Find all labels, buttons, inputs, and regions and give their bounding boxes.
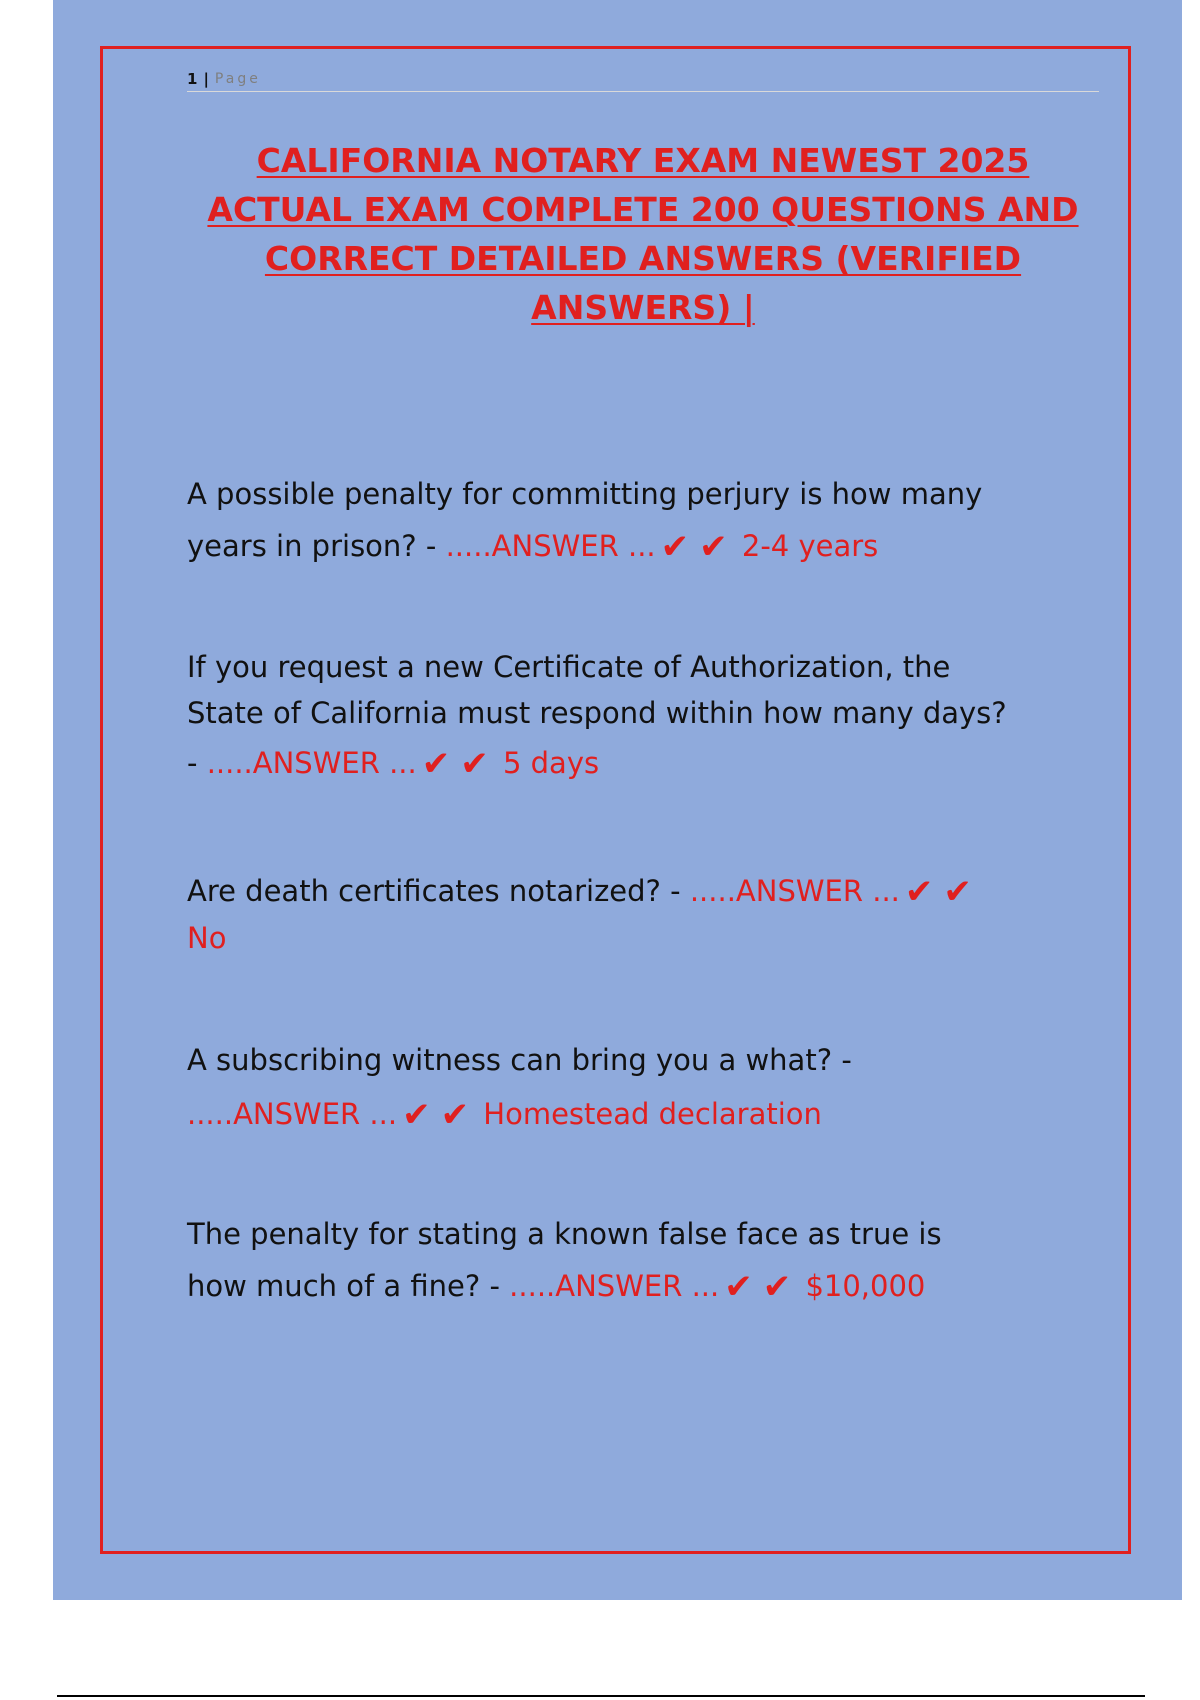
question-text: A possible penalty for committing perjury is how many <box>187 477 983 511</box>
page-separator: | <box>203 69 209 88</box>
answer-marker: .....ANSWER ... <box>689 874 900 908</box>
question-text: State of California must respond within how many days? <box>187 696 1007 730</box>
check-icon: ✔ <box>402 1095 431 1135</box>
question-text: A subscribing witness can bring you a what? - <box>187 1043 852 1077</box>
bottom-divider <box>57 1695 1145 1697</box>
answer-marker: .....ANSWER ... <box>187 1097 398 1131</box>
question-text: how much of a fine? - <box>187 1269 510 1303</box>
check-icon: ✔ <box>904 872 934 912</box>
title-line-2: ACTUAL EXAM COMPLETE 200 QUESTIONS AND <box>207 190 1079 229</box>
title-line-4: ANSWERS) | <box>531 288 755 327</box>
question-answer-line <box>187 1260 1107 1313</box>
question-item <box>187 644 1107 791</box>
check-icon: ✔ <box>762 1267 792 1307</box>
question-text: - <box>187 746 207 780</box>
check-icon: ✔ <box>421 744 451 784</box>
question-answer-line <box>187 520 1107 573</box>
answer-text: No <box>187 921 227 955</box>
check-icon: ✔ <box>460 744 489 784</box>
answer-marker: .....ANSWER ... <box>206 746 417 780</box>
question-text: If you request a new Certificate of Authorization, the <box>187 650 951 684</box>
answer-text: 2-4 years <box>741 529 879 563</box>
question-text: Are death certificates notarized? - <box>187 874 690 908</box>
check-icon: ✔ <box>660 527 690 567</box>
document-title <box>187 136 1099 332</box>
check-icon: ✔ <box>440 1095 470 1135</box>
title-line-1: CALIFORNIA NOTARY EXAM NEWEST 2025 <box>256 141 1030 180</box>
question-text: The penalty for stating a known false face as true is <box>187 1217 942 1251</box>
check-icon: ✔ <box>699 527 728 567</box>
question-answer-line <box>187 1087 1107 1142</box>
answer-marker: .....ANSWER ... <box>445 529 656 563</box>
answer-text: 5 days <box>502 746 600 780</box>
question-item <box>187 1033 1107 1142</box>
answer-marker: .....ANSWER ... <box>509 1269 720 1303</box>
question-answer-line <box>187 736 1107 791</box>
check-icon: ✔ <box>943 872 972 912</box>
check-icon: ✔ <box>724 1267 753 1307</box>
question-item <box>187 1208 1107 1313</box>
question-answer-line <box>187 868 1107 915</box>
page-number: 1 <box>187 69 198 88</box>
answer-text: Homestead declaration <box>483 1097 822 1131</box>
question-text: years in prison? - <box>187 529 446 563</box>
title-line-3: CORRECT DETAILED ANSWERS (VERIFIED <box>264 239 1022 278</box>
page-header <box>187 66 1099 92</box>
page-label: Page <box>214 70 261 87</box>
question-item <box>187 868 1107 961</box>
answer-text: $10,000 <box>805 1269 926 1303</box>
question-item <box>187 468 1107 573</box>
document-page <box>53 0 1182 1600</box>
